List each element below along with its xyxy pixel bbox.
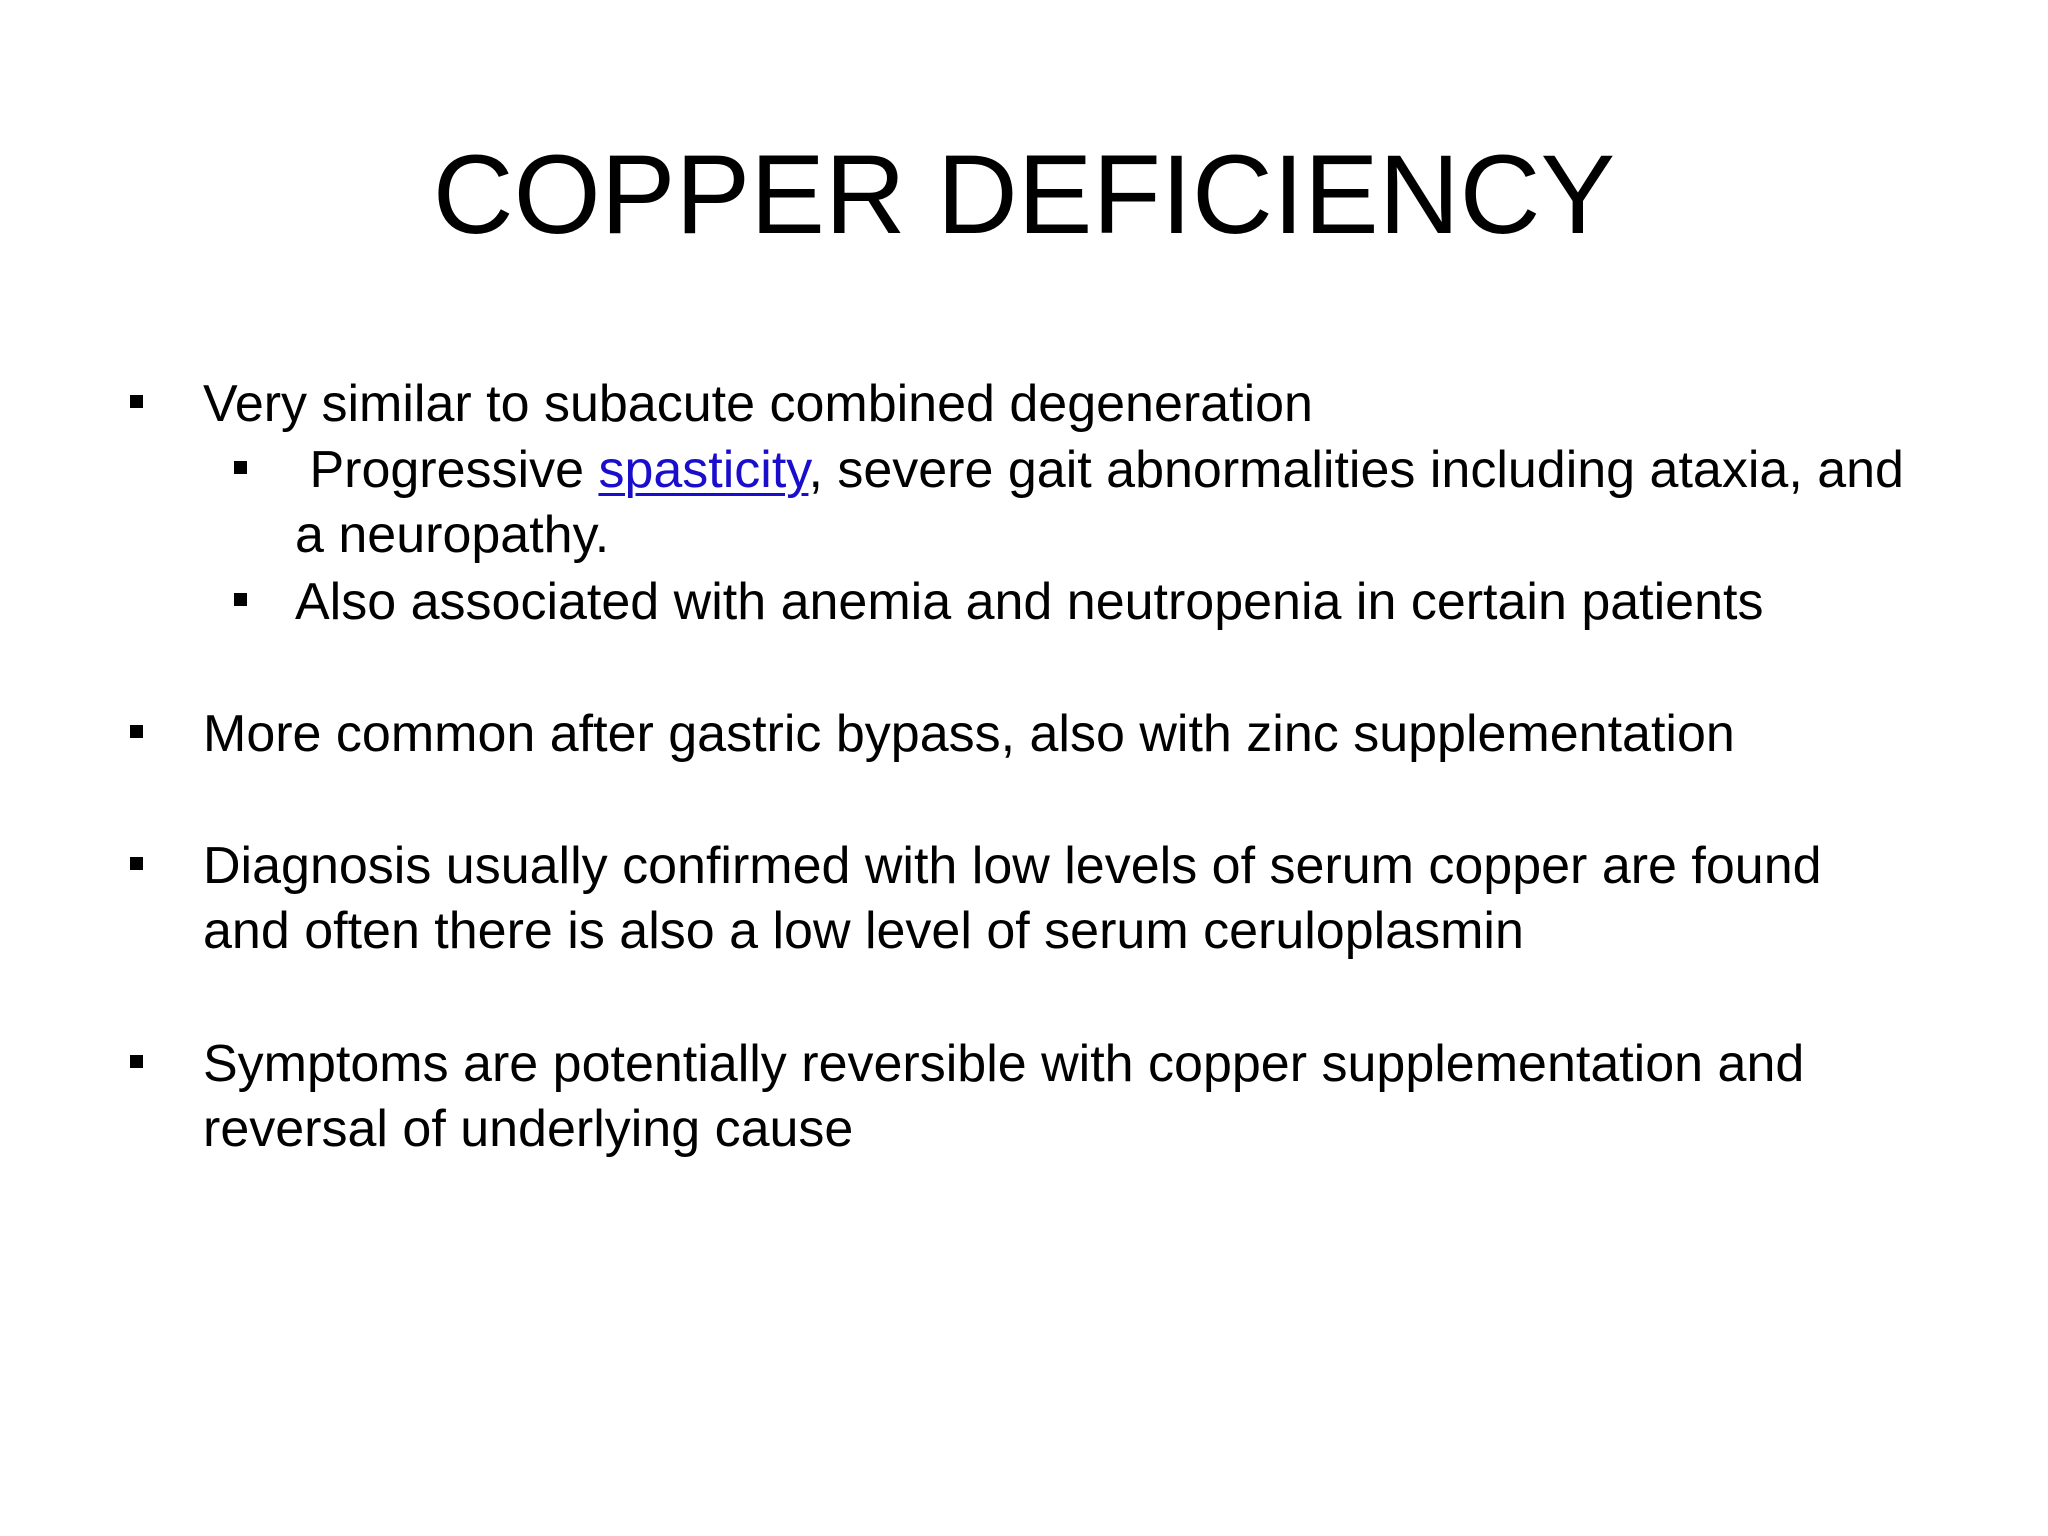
bullet-marker: [130, 1055, 143, 1068]
sub-bullet-marker: [234, 461, 247, 474]
sub-bullet-2-text: Also associated with anemia and neutropenia in certain patients: [295, 573, 1764, 631]
bullet-marker: [130, 395, 143, 408]
bullet-marker: [130, 725, 143, 738]
sub-bullet-1-line-1: [295, 438, 1904, 503]
slide-title: COPPER DEFICIENCY: [432, 132, 1616, 257]
bullet-4-line-1: Symptoms are potentially reversible with copper supplementation and: [203, 1035, 1805, 1093]
bullet-marker: [130, 857, 143, 870]
bullet-1-text: Very similar to subacute combined degeneration: [203, 375, 1313, 433]
bullet-4-line-2: reversal of underlying cause: [203, 1100, 854, 1158]
sub-bullet-1-prefix: Progressive: [295, 441, 599, 499]
bullet-2-text: More common after gastric bypass, also with zinc supplementation: [203, 705, 1735, 763]
bullet-3-line-1: Diagnosis usually confirmed with low levels of serum copper are found: [203, 837, 1822, 895]
spasticity-link[interactable]: spasticity: [598, 441, 809, 499]
sub-bullet-marker: [234, 593, 247, 606]
bullet-3-line-2: and often there is also a low level of serum ceruloplasmin: [203, 902, 1524, 960]
sub-bullet-1-line-2: a neuropathy.: [295, 506, 610, 564]
sub-bullet-1-rest: , severe gait abnormalities including ataxia, and: [808, 441, 1904, 499]
